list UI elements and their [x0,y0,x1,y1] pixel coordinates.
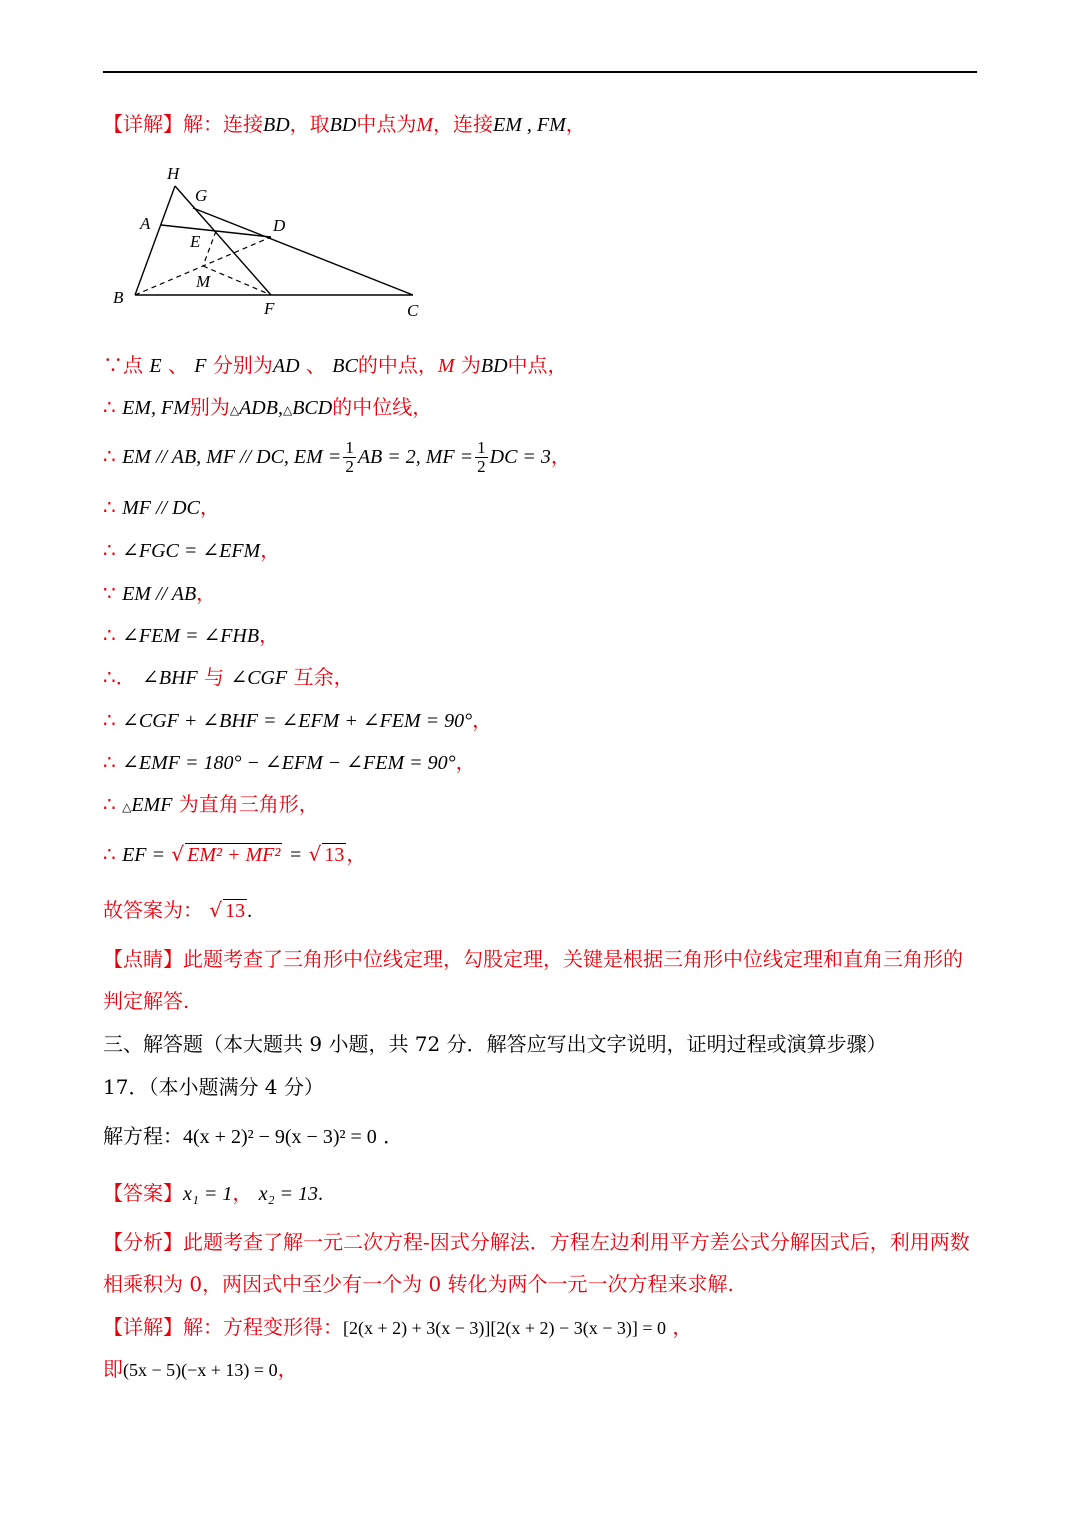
detail-text: 中点为 [356,112,417,136]
step-text: 、 [305,353,326,377]
step-text: 的中点， [357,353,438,377]
math-ad: AD [272,355,300,377]
denominator: 2 [345,457,354,476]
answer-line [103,1179,323,1208]
segment-bh [135,186,175,295]
therefore-symbol: ∴ [103,538,116,562]
math-expr: EM, FM [122,397,190,419]
punct: ， [550,444,571,468]
math-m: M [416,114,434,136]
answer-text: 故答案为： [103,898,203,922]
detail-text: ，连接 [433,112,494,136]
comment-paragraph [103,938,977,1022]
math-m: M [437,355,455,377]
math-expr: ∠BHF [142,667,198,689]
label-g: G [195,186,208,205]
comment-tag: 【点睛】 [103,947,183,971]
therefore-symbol: ∴ [103,395,116,419]
detail-tag: 【详解】 [103,112,183,136]
therefore-symbol: ∴ [103,623,116,647]
step-text: 为 [460,353,481,377]
label-f: F [264,299,275,318]
math-bd: BD [329,114,357,136]
punct: ， [199,495,220,519]
radical-sign: √ [209,898,223,922]
denominator: 2 [477,457,486,476]
therefore-symbol: ∴ [103,750,116,774]
step-line [103,621,279,650]
label-c: C [407,301,419,320]
prompt-text: 解方程： [103,1124,183,1148]
punct: ， [277,1357,298,1381]
math-e: E [149,355,162,377]
detail-line [103,1313,692,1342]
label-e: E [190,232,201,251]
detail-line-1 [103,110,586,139]
punct: ， [472,708,493,732]
label-m: M [196,272,211,291]
punct: . [247,900,253,922]
equation: [2(x + 2) + 3(x − 3)][2(x + 2) − 3(x − 3)] = 0 [343,1318,666,1338]
math-em-fm: EM , FM [493,114,566,136]
therefore-symbol: ∴． [103,665,136,689]
therefore-symbol: ∴ [103,444,116,468]
step-text: 别为 [189,395,230,419]
label-a: A [140,214,151,233]
analysis-tag: 【分析】 [103,1230,183,1254]
answer-line [103,896,252,925]
analysis-paragraph [103,1221,977,1305]
radicand: 13 [324,844,345,866]
solution-x2: x₂ = 13 [258,1183,319,1205]
math-expr: ∠CGF + ∠BHF = ∠EFM + ∠FEM = 90° [122,710,473,732]
math-expr: EM // AB [122,583,197,605]
label-b: B [113,288,124,307]
detail-text: 解：方程变形得： [183,1315,343,1339]
radical-sign: √ [308,842,322,866]
step-line: ∴ △EMF 为直角三角形， [103,792,319,816]
section-heading: 三、解答题（本大题共 9 小题，共 72 分．解答应写出文字说明，证明过程或演算步骤） [103,1032,887,1056]
step-text: 的中位线， [332,395,433,419]
equation: 4(x + 2)² − 9(x − 3)² = 0 [183,1126,377,1148]
detail-line [103,1355,298,1384]
segment-gc [193,208,413,295]
math-tri: ADB [239,397,278,419]
step-prefix: 即 [103,1357,123,1381]
punct: ． [383,1124,404,1148]
math-expr: ∠CGF [230,667,288,689]
step-text: 分别为 [212,353,273,377]
math-expr: ∠FGC = ∠EFM [122,540,261,562]
math-f: F [194,355,207,377]
step-line [103,493,220,522]
analysis-text: 此题考查了解一元二次方程-因式分解法．方程左边利用平方差公式分解因式后，利用两数相乘积为 0，两因式中至少有一个为 0 转化为两个一元一次方程来求解. [103,1230,970,1296]
question-title: 17．（本小题满分 4 分） [103,1075,324,1099]
step-line [103,436,571,477]
answer-tag: 【答案】 [103,1181,183,1205]
math-expr: EM // AB, MF // DC, EM = [122,446,342,468]
punct: ， [455,750,476,774]
fraction [343,439,356,476]
punct: ， [565,112,586,136]
math-expr: = [288,844,303,866]
fraction [475,439,488,476]
math-bd: BD [263,114,290,136]
top-rule [103,71,977,73]
math-expr: EF = [122,844,166,866]
math-tri: BCD [292,397,333,419]
radicand: 13 [225,900,246,922]
therefore-symbol: ∴ [103,495,116,519]
punct: ， [346,842,367,866]
detail-text: ，取 [289,112,330,136]
step-line [103,748,476,777]
numerator: 1 [345,438,354,457]
step-line [103,840,366,869]
solution-x1: x₁ = 1 [183,1183,233,1205]
question-prompt [103,1122,403,1151]
step-line [103,663,354,692]
label-d: D [273,216,286,235]
step-text: 互余， [293,665,354,689]
punct: ， [672,1315,693,1339]
math-bc: BC [332,355,358,377]
punct: ， [259,623,280,647]
step-text: 与 [204,665,225,689]
math-expr: ∠FEM = ∠FHB [122,625,260,647]
math-expr: ∠EMF = 180° − ∠EFM − ∠FEM = 90° [122,752,456,774]
geometry-figure [105,158,425,328]
comment-text: 此题考查了三角形中位线定理，勾股定理，关键是根据三角形中位线定理和直角三角形的判定解答. [103,947,963,1013]
step-line [103,536,280,565]
step-line [103,579,216,608]
step-text: 中点， [507,353,568,377]
therefore-symbol: ∴ [103,792,116,816]
because-symbol: ∵ [103,581,116,605]
radical-sign: √ [171,842,185,866]
numerator: 1 [477,438,486,457]
detail-tag: 【详解】 [103,1315,183,1339]
step-line [103,706,492,735]
math-bd: BD [480,355,508,377]
step-line [103,351,568,380]
step-text: 、 [167,353,188,377]
step-line: ∴ EM, FM别为△ADB,△BCD的中位线， [103,395,433,419]
radicand: EM² + MF² [187,844,281,866]
therefore-symbol: ∴ [103,708,116,732]
detail-text: 解：连接 [183,112,263,136]
math-expr: DC = 3 [489,446,551,468]
equation: (5x − 5)(−x + 13) = 0 [123,1360,278,1380]
math-expr: AB = 2, MF = [357,446,474,468]
punct: ， [260,538,281,562]
punct: ， [232,1181,253,1205]
step-text: 为直角三角形， [178,792,319,816]
label-h: H [167,164,180,183]
math-expr: MF // DC [122,497,200,519]
because-symbol: ∵ [103,353,123,377]
punct: . [318,1183,324,1205]
step-text: 点 [123,353,143,377]
math-tri: EMF [131,794,173,816]
dashed-mf [203,266,271,295]
dashed-em [203,231,216,266]
therefore-symbol: ∴ [103,842,116,866]
punct: ， [196,581,217,605]
